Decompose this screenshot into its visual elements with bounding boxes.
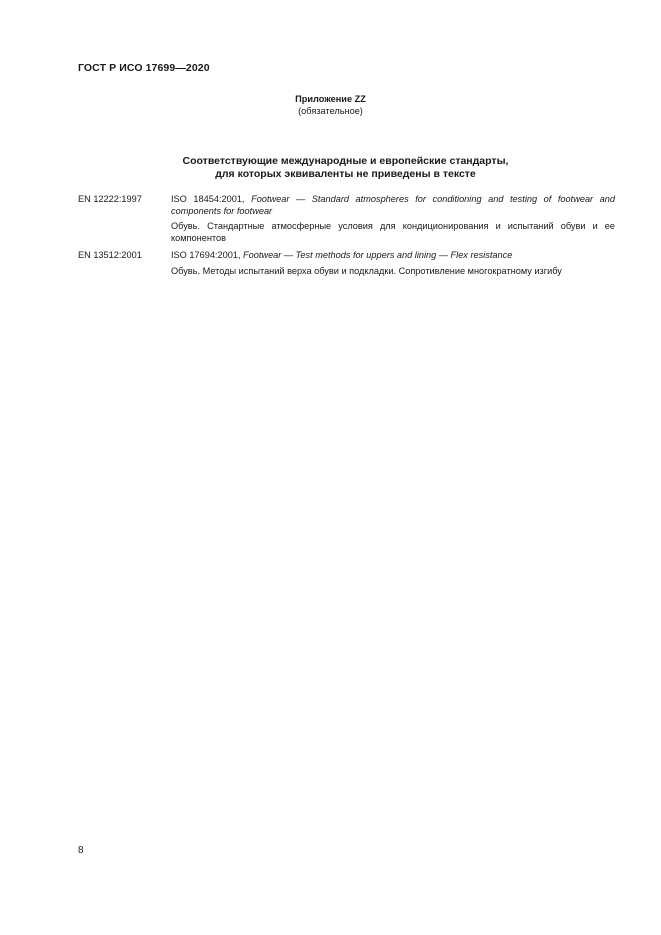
annex-heading [0,93,661,117]
russian-title: Обувь. Методы испытаний верха обуви и подкладки. Сопротивление многократному изгибу [171,265,562,276]
russian-title: Обувь. Стандартные атмосферные условия для кондиционирования и испытаний обуви и ее компонентов [171,221,615,243]
iso-content [171,250,615,277]
iso-reference [171,194,615,217]
iso-reference [171,250,615,262]
page-number: 8 [78,845,84,856]
document-header: ГОСТ Р ИСО 17699—2020 [78,62,210,74]
iso-content [171,194,615,244]
section-title [0,155,661,181]
iso-title: Footwear — Standard atmospheres for conditioning and testing of footwear and components for footwear [171,194,616,216]
iso-code: ISO 17694:2001, [171,250,241,260]
iso-code: ISO 18454:2001, [171,194,245,204]
section-title-line-1: Соответствующие международные и европейские стандарты, [182,155,509,167]
section-title-line-2: для которых эквиваленты не приведены в тексте [215,168,476,180]
annex-status: (обязательное) [298,106,363,116]
en-code: EN 13512:2001 [78,250,142,260]
en-code: EN 12222:1997 [78,194,142,204]
iso-title: Footwear — Test methods for uppers and lining — Flex resistance [243,250,513,260]
annex-title: Приложение ZZ [295,94,366,104]
